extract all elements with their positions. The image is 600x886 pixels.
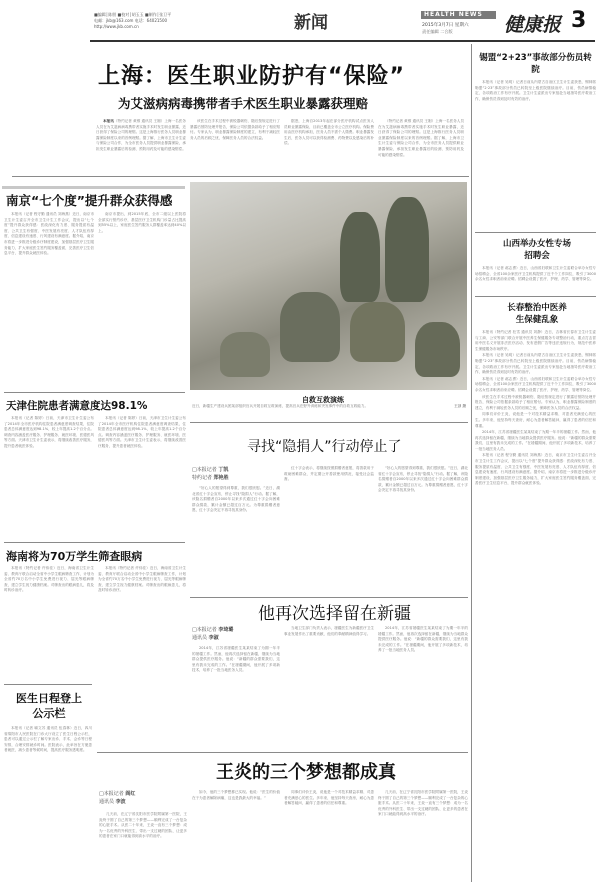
tianjin-body-col2 — [98, 416, 186, 534]
xunzhao-body-text: “好心人的愿望得到尊重，我们很欣慰。”近日，湖北省红十字会宣布，停止寻找“隐捐人”行动。据了解，该隐名捐赠者自2000年以来多次通过红十字会向困难群众捐款，累计金额已超过百万元。为尊重捐赠者意愿，红十字会决定不再寻找其身份。 — [192, 486, 280, 513]
right-headline-3 — [504, 302, 570, 326]
right-headline-2 — [500, 238, 574, 262]
lead-body-col3 — [284, 119, 374, 171]
lead-body-text-2: 该医生在手术过程中被锐器刺伤，随后按规定进行了暴露后预防处理并报告，保险公司依据条款给予了相应赔付。专家认为，职业暴露保险制度的建立，有利于减轻医务人员的后顾之忧，保障医务人员的合法权益。 — [190, 119, 280, 140]
wangyan-body-text-2: 如今，他的三个梦想都已实现。他说：“医生的价值在于为患者解除病痛，这也是我最大的幸福。” — [192, 790, 280, 800]
soldier-figure — [280, 292, 340, 362]
xunzhao-body-text-2: 红十字会表示，将继续按照捐赠者意愿，将善款用于救助困难群众，并定期公开善款使用情况，接受社会监督。 — [284, 466, 374, 482]
right-headline-1 — [478, 52, 593, 76]
weisheng-headline-text: 医生日程登上公示栏 — [16, 692, 82, 720]
hainan-body-text-2: 本报讯（特约记者 许伟佳）近日，海南省卫生计生委、教育厅联合启动全省中小学生眼病筛查工作，计划为全省约70万名中小学生免费进行视力、屈光等眼病筛查，建立学生视力健康档案。对筛查出的眼病患儿，将及时转诊治疗。 — [98, 566, 186, 593]
nanjing-body-text: 本报讯（记者 程守勤 通讯员 刘海燕）近日，南京市卫生计生委召开全市卫生计生工作会议，提出以“七个度”提升群众获得感：医改深化有力度、服务提质有温度、公共卫生有强度、中医发展有亮度、人才队伍有厚度、信息建设有速度、行风建设有满意度。据介绍，南京市将进一步推进分级诊疗制度建设，加强基层医疗卫生服务能力，扩大家庭医生签约服务覆盖面，完善医疗卫生信息平台，提升群众就医体验。 — [4, 212, 94, 256]
nanjing-body-col1 — [4, 212, 94, 362]
right-rule-2 — [475, 296, 596, 297]
xunzhao-body-col3 — [378, 466, 468, 592]
xinjiang-body-col3 — [378, 626, 468, 746]
xinjiang-top-rule — [190, 597, 468, 598]
masthead-info-1: ■编辑│陈朋 ■校对│胡玉玉 ■制作│张卫平 — [94, 12, 172, 17]
right-body-3-text-more-3: 该医生在手术过程中被锐器刺伤，随后按规定进行了暴露后预防处理并报告，保险公司依据条款给予了相应赔付。专家认为，职业暴露保险制度的建立，有利于减轻医务人员的后顾之忧，保障医务人员的合法权益。 — [475, 394, 596, 410]
wangyan-byline — [99, 790, 189, 805]
hainan-headline: 海南将为70万学生筛查眼病 — [6, 550, 143, 563]
photo-caption-text: 近日，新疆生产建设兵团某部组织官兵开展自救互救演练，提高官兵在野外训练和突发事件中的自救互救能力。 — [192, 404, 369, 408]
xunzhao-body-col1 — [192, 486, 280, 592]
right-body-3 — [475, 330, 596, 880]
byline-label: 通讯员 — [192, 635, 208, 641]
right-body-3-text-more: 本报讯（记者 吴明）记者日前从内蒙古自治区卫生计生委获悉，锡林郭勒盟“2·23”事故部分伤员已转院至上级医院继续治疗。目前，伤员病情稳定，各项救治工作有序开展。卫生计生委派出专家组赴当地指导医疗救治工作，确保伤员得到及时有效的治疗。 — [475, 353, 596, 375]
wangyan-body-col3 — [284, 790, 374, 882]
edition-info: 责任编辑 二合版 — [422, 29, 453, 34]
weisheng-body — [4, 726, 92, 881]
hainan-body-col2 — [98, 566, 186, 676]
issue-date: 2015年3月7日 星期六 — [422, 23, 469, 28]
soldier-figure — [220, 332, 270, 377]
newspaper-logo: 健康报 — [504, 14, 562, 36]
xunzhao-body-col2 — [284, 466, 374, 592]
byline-name: 李淑 — [208, 635, 219, 641]
wangyan-top-rule — [97, 752, 468, 753]
byline-label: 特约记者 — [192, 475, 213, 481]
right-col-divider — [471, 44, 472, 882]
xunzhao-headline: 寻找“隐捐人”行动停止了 — [247, 439, 402, 455]
xinjiang-body-col2 — [284, 626, 374, 746]
soldier-figure — [385, 197, 429, 302]
masthead-info-2: 电邮：jkb@163.com 电话：64021500 — [94, 18, 168, 23]
nanjing-body-text-2: 南京市提出，到2015年底，全市二级以上医院将全部实行预约诊疗，基层医疗卫生机构门诊量占比提高到55%以上，家庭医生签约服务人群覆盖率达到40%以上。 — [98, 212, 186, 233]
hainan-body-col1 — [4, 566, 94, 676]
section-title: 新闻 — [294, 13, 328, 33]
wangyan-body-text-3: 同事们评价王炎，说他是一个对技术精益求精、对患者充满爱心的医生。多年来，他坚持每天查房，耐心为患者解答疑问，赢得了患者的信任和尊重。 — [284, 790, 374, 806]
tianjin-body-col1 — [4, 416, 94, 534]
wangyan-body-col1 — [99, 812, 187, 882]
lead-body-col4 — [378, 119, 464, 171]
byline-label: 通讯员 — [99, 799, 115, 805]
xunzhao-byline — [192, 466, 282, 481]
photo-title: 自救互救演练 — [302, 396, 344, 404]
lead-body-text-3: 据悉，上海自2013年起在部分医疗机构试点医务人员职业暴露保险，目前已覆盖全市公立医疗机构。保险费用由医疗机构承担，医务人员不需个人缴费。职业暴露发生后，医务人员可以获得检测费、药物费以及感染后的补偿。 — [284, 119, 374, 146]
xinjiang-byline — [192, 626, 282, 641]
byline-label: □本报记者 — [192, 627, 217, 633]
xinjiang-body-text-3: 2014年，江苏省援疆医生某某结束了为期一年半的援疆工作。然而，他再次选择留在新疆，继续为当地群众提供医疗服务。他说：“新疆的群众需要我们，这里有我未完成的工作。”在援疆期间，他开展了多项新技术，培养了一批当地医务人员。 — [378, 626, 468, 653]
byline-label: □本报记者 — [99, 791, 124, 797]
right-body-1 — [475, 80, 596, 226]
xinjiang-body-text: 2014年，江苏省援疆医生某某结束了为期一年半的援疆工作。然而，他再次选择留在新疆，继续为当地群众提供医疗服务。他说：“新疆的群众需要我们，这里有我未完成的工作。”在援疆期间，他开展了多项新技术，培养了一批当地医务人员。 — [192, 646, 280, 673]
wangyan-body-text: 几天前，在辽宁省沈阳市医学院附属第一医院，王炎终于圆了自己的第三个梦想——顺利完成了一台复杂的心脏手术。从医二十年来，王炎一直有三个梦想：成为一名优秀的外科医生、带出一支过硬的团队、让更多的患者在家门口就能得到高水平的治疗。 — [99, 812, 187, 839]
nanjing-body-col2 — [98, 212, 186, 362]
soldier-figure — [350, 302, 405, 362]
tianjin-body-text: 本报讯（记者 陈婷）日前，天津市卫生计生委公布了2014年全市医疗机构住院患者满意度调查结果，住院患者总体满意度达到98.1%，较上年提高1.2个百分点。调查内容涵盖医疗服务、护理服务、就医环境、医德医风等方面。天津市卫生计生委表示，将继续改善医疗服务，提升患者就医体验。 — [4, 416, 94, 448]
right-body-3-text-more-4: 同事们评价王炎，说他是一个对技术精益求精、对患者充满爱心的医生。多年来，他坚持每天查房，耐心为患者解答疑问，赢得了患者的信任和尊重。 — [475, 412, 596, 428]
xinjiang-body-col1 — [192, 646, 280, 746]
soldier-figure — [415, 322, 460, 377]
right-body-3-text: 本报讯（特约记者 杜雪 通讯员 刘静）近日，吉林省长春市卫生计生委与工商、公安等部门联合开展中医养生保健服务专项整治行动，重点打击冒用中医名义开展非法医疗活动、发布虚假广告等违法违规行为，规范中医养生保健服务市场秩序。 — [475, 330, 596, 351]
weisheng-body-text: 本报讯（记者 喻文苏 通讯员 伍春林）近日，四川省绵阳市人民医院在门诊大厅设立了医生日程公示栏，患者可以通过公示栏了解专家出诊、手术、会诊等日程安排，合理安排就诊时间。医院表示，此举旨在方便患者就医，减少患者等候时间，提高医疗服务透明度。 — [4, 726, 92, 753]
byline-name: 郑艳胜 — [213, 475, 229, 481]
byline-name: 李波 — [115, 799, 126, 805]
right-headline-3-text: 长春整治中医养生保健乱象 — [507, 303, 567, 325]
hainan-top-rule — [4, 542, 185, 543]
masthead-info-3: http://www.jkb.com.cn — [94, 24, 139, 29]
lead-body-col2 — [190, 119, 280, 171]
right-headline-2-text: 山西举办女性专场招聘会 — [502, 239, 571, 261]
right-body-1-text: 本报讯（记者 吴明）记者日前从内蒙古自治区卫生计生委获悉，锡林郭勒盟“2·23”事故部分伤员已转院至上级医院继续治疗。目前，伤员病情稳定，各项救治工作有序开展。卫生计生委派出专家组赴当地指导医疗救治工作，确保伤员得到及时有效的治疗。 — [475, 80, 596, 101]
nanjing-headline: 南京“七个度”提升群众获得感 — [6, 193, 173, 208]
right-body-3-text-more-6: 本报讯（记者 程守勤 通讯员 刘海燕）近日，南京市卫生计生委召开全市卫生计生工作会议，提出以“七个度”提升群众获得感：医改深化有力度、服务提质有温度、公共卫生有强度、中医发展有亮度、人才队伍有厚度、信息建设有速度、行风建设有满意度。据介绍，南京市将进一步推进分级诊疗制度建设，加强基层医疗卫生服务能力，扩大家庭医生签约服务覆盖面，完善医疗卫生信息平台，提升群众就医体验。 — [475, 453, 596, 486]
weisheng-headline — [14, 691, 84, 721]
tianjin-top-rule — [4, 392, 185, 393]
xunzhao-body-text-3: “好心人的愿望得到尊重，我们很欣慰。”近日，湖北省红十字会宣布，停止寻找“隐捐人”行动。据了解，该隐名捐赠者自2000年以来多次通过红十字会向困难群众捐款，累计金额已超过百万元。为尊重捐赠者意愿，红十字会决定不再寻找其身份。 — [378, 466, 468, 493]
wangyan-body-col4 — [378, 790, 468, 882]
weisheng-top-rule — [4, 684, 92, 685]
xunzhao-top-rule — [190, 422, 468, 423]
byline-name: 阎红 — [125, 791, 136, 797]
right-rule-1 — [475, 232, 596, 233]
tianjin-body-text-2: 本报讯（记者 陈婷）日前，天津市卫生计生委公布了2014年全市医疗机构住院患者满意度调查结果，住院患者总体满意度达到98.1%，较上年提高1.2个百分点。调查内容涵盖医疗服务、护理服务、就医环境、医德医风等方面。天津市卫生计生委表示，将继续改善医疗服务，提升患者就医体验。 — [98, 416, 186, 448]
byline-name: 丁凯 — [218, 467, 229, 473]
byline-label: □本报记者 — [192, 467, 217, 473]
right-headline-1-text: 锡盟“2+23”事故部分伤员转院 — [479, 53, 592, 75]
xinjiang-headline: 他再次选择留在新疆 — [258, 604, 411, 624]
lead-body-col1 — [96, 119, 186, 171]
photo-credit: 王剑 摄 — [454, 404, 466, 408]
lead-headline: 上海：医生职业防护有“保险” — [98, 64, 405, 89]
right-body-2 — [475, 266, 596, 290]
lead-body-text: （特约记者 黄维 通讯员 王刚）上海一名医务人员在为艾滋病病毒携带者实施手术时发生职业暴露，近日获得了保险公司的理赔。这是上海推行医务人员职业暴露保险制度以来的首例理赔。据了解，上海市卫生计生委与保险公司合作，为全市医务人员提供职业暴露保险，承担发生职业暴露后的检测、预防用药及可能的感染赔偿。 — [96, 119, 186, 151]
lead-body-text-4: （特约记者 黄维 通讯员 王刚）上海一名医务人员在为艾滋病病毒携带者实施手术时发生职业暴露，近日获得了保险公司的理赔。这是上海推行医务人员职业暴露保险制度以来的首例理赔。据了解，上海市卫生计生委与保险公司合作，为全市医务人员提供职业暴露保险，承担发生职业暴露后的检测、预防用药及可能的感染赔偿。 — [378, 119, 464, 157]
byline-name: 李琦璐 — [218, 627, 234, 633]
lead-bottom-rule — [12, 176, 469, 177]
right-body-2-text: 本报讯（记者 郝志勇）近日，山西省妇联和卫生计生委联合举办女性专场招聘会，全省100余家医疗卫生机构提供了近千个工作岗位，吸引了3000余名女性求职者前来应聘。招聘会设置了医疗、护理、药学、管理等岗位。 — [475, 266, 596, 282]
page-number: 3 — [571, 8, 587, 33]
lead-subhead: 为艾滋病病毒携带者手术医生职业暴露获理赔 — [118, 96, 369, 111]
masthead-rule — [90, 40, 595, 42]
drill-photo — [190, 182, 467, 390]
lead-byline: 本报讯 — [103, 119, 114, 123]
right-body-3-text-more-2: 本报讯（记者 郝志勇）近日，山西省妇联和卫生计生委联合举办女性专场招聘会，全省100余家医疗卫生机构提供了近千个工作岗位，吸引了3000余名女性求职者前来应聘。招聘会设置了医疗、护理、药学、管理等岗位。 — [475, 376, 596, 392]
soldier-figure — [340, 212, 380, 302]
nanjing-bar — [2, 186, 185, 189]
tianjin-headline: 天津住院患者满意度达98.1% — [6, 400, 148, 412]
wangyan-body-text-4: 几天前，在辽宁省沈阳市医学院附属第一医院，王炎终于圆了自己的第三个梦想——顺利完成了一台复杂的心脏手术。从医二十年来，王炎一直有三个梦想：成为一名优秀的外科医生、带出一支过硬的团队、让更多的患者在家门口就能得到高水平的治疗。 — [378, 790, 468, 817]
brand-en: HEALTH NEWS — [424, 11, 483, 18]
xinjiang-body-text-2: 当地卫生部门负责人表示，援疆医生为新疆医疗卫生事业发展作出了重要贡献，他们的奉献精神值得学习。 — [284, 626, 374, 636]
photo-caption — [192, 404, 466, 416]
hainan-body-text: 本报讯（特约记者 许伟佳）近日，海南省卫生计生委、教育厅联合启动全省中小学生眼病筛查工作，计划为全省约70万名中小学生免费进行视力、屈光等眼病筛查，建立学生视力健康档案。对筛查出的眼病患儿，将及时转诊治疗。 — [4, 566, 94, 593]
wangyan-body-col2 — [192, 790, 280, 882]
wangyan-headline: 王炎的三个梦想都成真 — [216, 762, 396, 783]
right-body-3-text-more-5: 2014年，江苏省援疆医生某某结束了为期一年半的援疆工作。然而，他再次选择留在新疆，继续为当地群众提供医疗服务。他说：“新疆的群众需要我们，这里有我未完成的工作。”在援疆期间，他开展了多项新技术，培养了一批当地医务人员。 — [475, 430, 596, 451]
masthead — [0, 0, 600, 40]
